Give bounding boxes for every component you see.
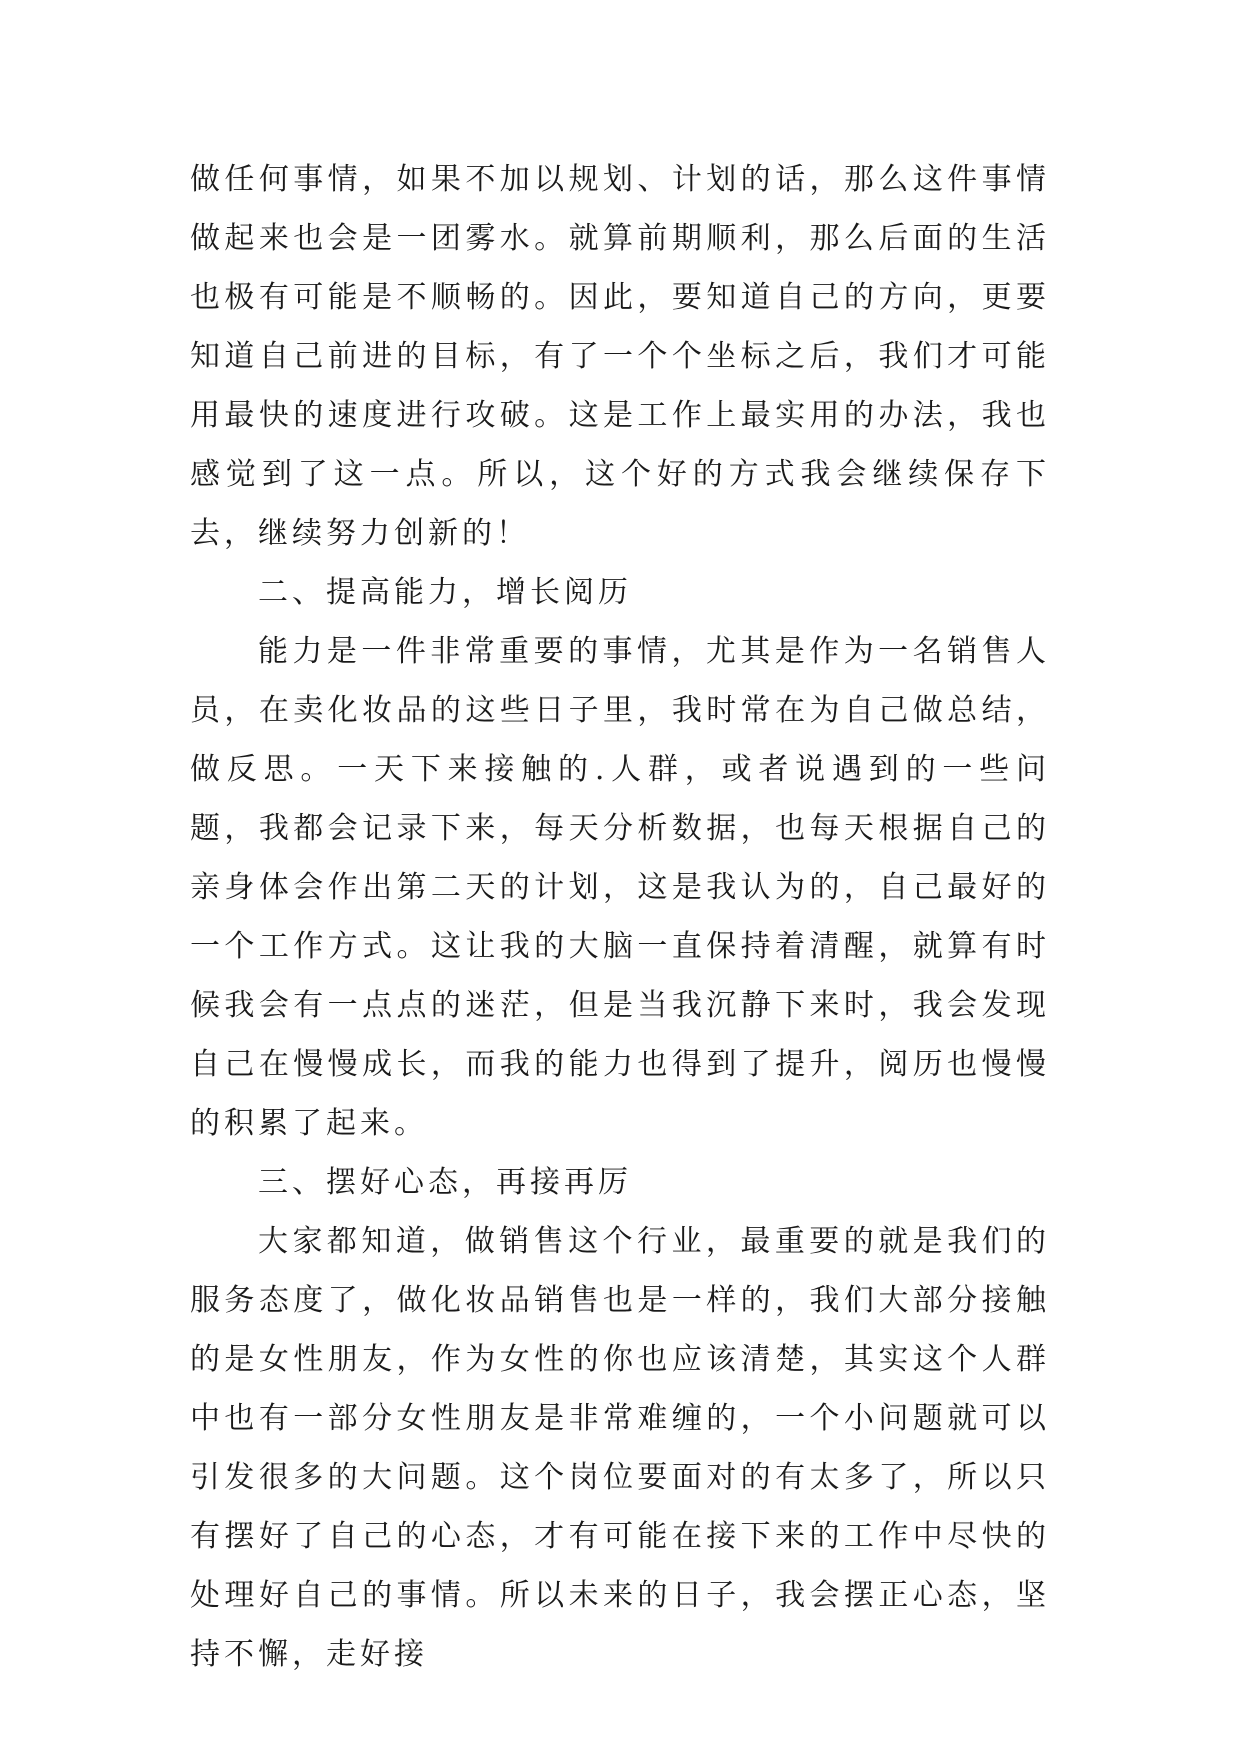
section-heading-attitude: 三、摆好心态，再接再厉 [258, 1165, 632, 1200]
paragraph-attitude: 大家都知道，做销售这个行业，最重要的就是我们的服务态度了，做化妆品销售也是一样的，我们大部分接触的是女性朋友，作为女性的你也应该清楚，其实这个人群中也有一部分女性朋友是非常难缠的，一个小问题就可以引发很多的大问题。这个岗位要面对的有太多了，所以只有摆好了自己的心态，才有可能在接下来的工作中尽快的处理好自己的事情。所以未来的日子，我会摆正心态，坚持不懈，走好接 [190, 1224, 1050, 1672]
document-body [190, 150, 1050, 1684]
section-heading-ability: 二、提高能力，增长阅历 [258, 575, 632, 610]
paragraph-ability: 能力是一件非常重要的事情，尤其是作为一名销售人员，在卖化妆品的这些日子里，我时常在为自己做总结，做反思。一天下来接触的.人群，或者说遇到的一些问题，我都会记录下来，每天分析数据，也每天根据自己的亲身体会作出第二天的计划，这是我认为的，自己最好的一个工作方式。这让我的大脑一直保持着清醒，就算有时候我会有一点点的迷茫，但是当我沉静下来时，我会发现自己在慢慢成长，而我的能力也得到了提升，阅历也慢慢的积累了起来。 [190, 634, 1050, 1141]
paragraph-planning: 做任何事情，如果不加以规划、计划的话，那么这件事情做起来也会是一团雾水。就算前期顺利，那么后面的生活也极有可能是不顺畅的。因此，要知道自己的方向，更要知道自己前进的目标，有了一个个坐标之后，我们才可能用最快的速度进行攻破。这是工作上最实用的办法，我也感觉到了这一点。所以，这个好的方式我会继续保存下去，继续努力创新的！ [190, 162, 1050, 551]
